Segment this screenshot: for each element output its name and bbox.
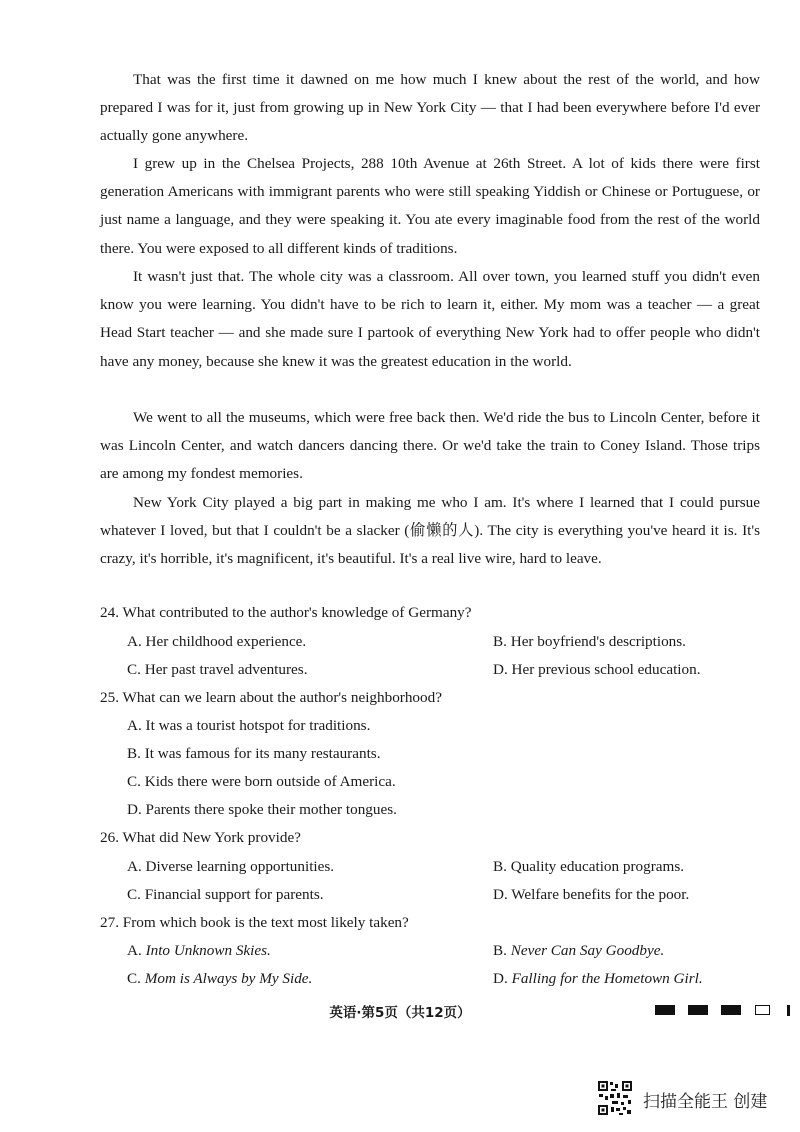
question-26-option-b: B. Quality education programs. [493, 858, 685, 875]
question-26-option-a: A. Diverse learning opportunities. [127, 858, 335, 875]
passage-paragraph-4: We went to all the museums, which were free back then. We'd ride the bus to Lincoln Center, before it was Lincoln Center, and watch dancers dancing there. Or we'd take the train to Coney Island. Those trips are among my fondest memories. [100, 409, 760, 483]
question-25-stem: 25. What can we learn about the author's neighborhood? [100, 689, 442, 706]
page-footer: 英语·第5页（共12页） [329, 1005, 471, 1021]
option-letter: A. [127, 942, 142, 959]
question-24-option-d: D. Her previous school education. [493, 661, 701, 678]
question-25-option-c: C. Kids there were born outside of America. [127, 773, 396, 790]
option-letter: D. [493, 970, 508, 987]
passage-paragraph-1: That was the first time it dawned on me how much I knew about the rest of the world, and how prepared I was for it, just from growing up in New York City — that I had been everywhere before I'd ever actually gone anywhere. [100, 71, 760, 145]
question-24-stem: 24. What contributed to the author's knowledge of Germany? [100, 604, 472, 621]
question-26-stem: 26. What did New York provide? [100, 829, 301, 846]
option-letter: B. [493, 942, 507, 959]
question-25-option-a: A. It was a tourist hotspot for traditions. [127, 717, 371, 734]
alignment-mark-3 [721, 1005, 741, 1015]
alignment-mark-1 [655, 1005, 675, 1015]
question-27-stem: 27. From which book is the text most likely taken? [100, 914, 409, 931]
question-24-option-b: B. Her boyfriend's descriptions. [493, 633, 686, 650]
qr-code-icon [597, 1080, 633, 1116]
book-title: Falling for the Hometown Girl. [511, 970, 703, 987]
question-27-option-d [493, 970, 703, 988]
question-27-option-b [493, 942, 664, 960]
question-25-option-d: D. Parents there spoke their mother tongues. [127, 801, 397, 818]
scanner-label: 扫描全能王 创建 [643, 1092, 768, 1112]
passage-paragraph-2: I grew up in the Chelsea Projects, 288 10th Avenue at 26th Street. A lot of kids there were first generation Americans with immigrant parents who were still speaking Yiddish or Chinese or Portuguese, or just name a language, and they were speaking it. You ate every imaginable food from the rest of the world there. You were exposed to all different kinds of traditions. [100, 155, 760, 257]
question-27-option-c [127, 970, 312, 988]
book-title: Never Can Say Goodbye. [510, 942, 665, 959]
book-title: Mom is Always by My Side. [144, 970, 313, 987]
option-letter: C. [127, 970, 141, 987]
passage-paragraph-5: New York City played a big part in making me who I am. It's where I learned that I could pursue whatever I loved, but that I couldn't be a slacker (偷懒的人). The city is everything you've heard it is. It's crazy, it's horrible, it's magnificent, it's beautiful. It's a real live wire, hard to leave. [100, 494, 760, 568]
alignment-mark-hollow [755, 1005, 770, 1015]
question-24-option-a: A. Her childhood experience. [127, 633, 307, 650]
question-24-option-c: C. Her past travel adventures. [127, 661, 308, 678]
question-26-option-c: C. Financial support for parents. [127, 886, 324, 903]
question-25-option-b: B. It was famous for its many restaurants. [127, 745, 381, 762]
question-26-option-d: D. Welfare benefits for the poor. [493, 886, 690, 903]
passage-paragraph-3: It wasn't just that. The whole city was a classroom. All over town, you learned stuff you didn't even know you were learning. You didn't have to be rich to learn it, either. My mom was a teacher — a great Head Start teacher — and she made sure I partook of everything New York had to offer people who didn't have any money, because she knew it was the greatest education in the world. [100, 268, 760, 370]
book-title: Into Unknown Skies. [145, 942, 271, 959]
alignment-mark-bar [787, 1005, 790, 1016]
question-27-option-a [127, 942, 271, 960]
alignment-mark-2 [688, 1005, 708, 1015]
